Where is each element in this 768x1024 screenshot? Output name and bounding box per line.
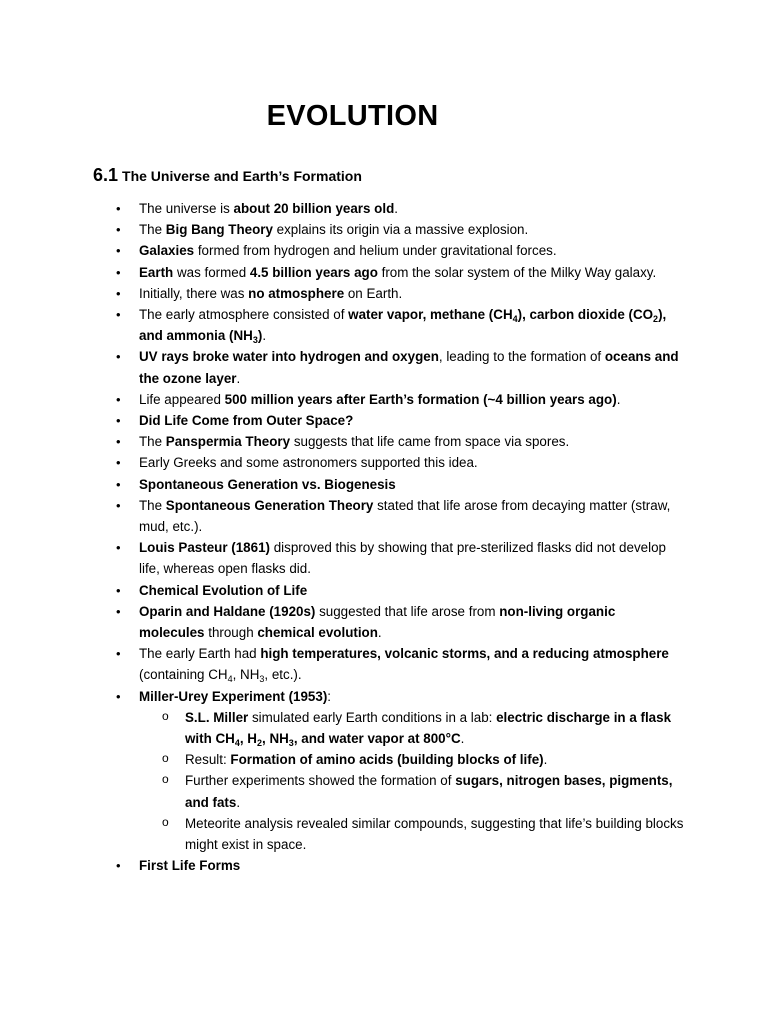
list-item: • Earth was formed 4.5 billion years ago from the solar system of the Milky Way galaxy. [139, 262, 684, 283]
list-item: • The Panspermia Theory suggests that life came from space via spores. [139, 431, 684, 452]
list-item: • Spontaneous Generation vs. Biogenesis [139, 474, 684, 495]
list-item: • Oparin and Haldane (1920s) suggested that life arose from non-living organic molecules through chemical evolution. [139, 601, 684, 643]
list-item: • The Spontaneous Generation Theory stated that life arose from decaying matter (straw, mud, etc.). [139, 495, 684, 537]
section-title: The Universe and Earth’s Formation [122, 168, 362, 184]
list-item: • The universe is about 20 billion years old. [139, 198, 684, 219]
list-item: • Life appeared 500 million years after Earth’s formation (~4 billion years ago). [139, 389, 684, 410]
section-heading [93, 160, 362, 188]
sub-list-item: o Further experiments showed the formation of sugars, nitrogen bases, pigments, and fats. [185, 770, 684, 812]
page-title: EVOLUTION [266, 100, 439, 132]
list-item: • Galaxies formed from hydrogen and helium under gravitational forces. [139, 240, 684, 261]
list-item: • Chemical Evolution of Life [139, 580, 684, 601]
list-item: • UV rays broke water into hydrogen and oxygen, leading to the formation of oceans and the ozone layer. [139, 346, 684, 388]
list-item: • Early Greeks and some astronomers supported this idea. [139, 452, 684, 473]
list-item: • Initially, there was no atmosphere on Earth. [139, 283, 684, 304]
bullet-list [139, 198, 684, 877]
sub-list [139, 707, 684, 855]
list-item: • The early atmosphere consisted of water vapor, methane $(CH_4)$, carbon dioxide $(CO_2)$, and ammonia $(NH_3)$. [139, 304, 684, 346]
sub-list-item: o Meteorite analysis revealed similar compounds, suggesting that life’s building blocks might exist in space. [185, 813, 684, 855]
list-item: • Did Life Come from Outer Space? [139, 410, 684, 431]
sub-list-item: o Result: Formation of amino acids (building blocks of life). [185, 749, 684, 770]
list-item: • The early Earth had high temperatures, volcanic storms, and a reducing atmosphere (containing $CH_4$, $NH_3$, etc.). [139, 643, 684, 685]
section-number: 6.1 [93, 165, 119, 185]
list-item: • First Life Forms [139, 855, 684, 876]
list-item: • Louis Pasteur (1861) disproved this by showing that pre-sterilized flasks did not develop life, whereas open flasks did. [139, 537, 684, 579]
list-item: • Miller-Urey Experiment (1953): o S.L. Miller simulated early Earth conditions in a lab: electric discharge in a flask with $CH_4$, $H_2$, $NH_3$, and water vapor at 800°C. o Result: Formation of amino acids (building blocks of life). o Further experiments showed the formation of sugars, nitrogen bases, pigments, and fats. o Meteorite analysis revealed similar compounds, suggesting that life’s building blocks might exist in space. [139, 686, 684, 856]
list-item: • The Big Bang Theory explains its origin via a massive explosion. [139, 219, 684, 240]
sub-list-item: o S.L. Miller simulated early Earth conditions in a lab: electric discharge in a flask with $CH_4$, $H_2$, $NH_3$, and water vapor at 800°C. [185, 707, 684, 749]
